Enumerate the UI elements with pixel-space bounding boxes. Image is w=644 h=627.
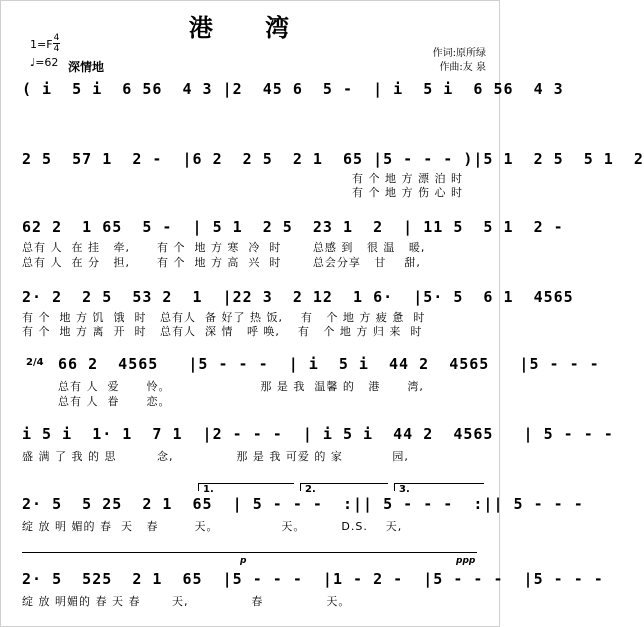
lyricist-credit: 作词:原所绿	[432, 48, 486, 59]
lyric-line-1a: 有 个 地 方 漂 泊 时	[352, 172, 463, 185]
lyric-line-5: 盛 满 了 我 的 思 念, 那 是 我 可爱 的 家 园,	[22, 450, 409, 463]
notation-line-3	[22, 218, 564, 238]
composer-credit: 作曲:友 泉	[439, 62, 486, 73]
notes: 2· 2 2 5 53 2 1 |22 3 2 12 1 6· |5· 5 6 1 4565	[22, 288, 574, 306]
dynamic-p: p	[240, 556, 247, 566]
lyric-line-3b: 有 个 地 方 离 开 时 总有人 深 情 呼 唤, 有 个 地 方 归 来 时	[22, 325, 423, 338]
tempo-mark: ♩=62	[30, 56, 59, 69]
lyric-line-2b: 总有 人 在 分 担, 有 个 地 方 高 兴 时 总会分享 甘 甜,	[22, 256, 421, 269]
meter-top: 4	[53, 33, 60, 43]
dynamic-ppp: ppp	[456, 556, 476, 566]
notes: 2· 5 525 2 1 65 |5 - - - |1 - 2 - |5 - - - |5 - - -	[22, 570, 604, 588]
notation-line-7	[22, 495, 584, 515]
lyric-line-4b: 总有 人 眷 恋。	[58, 395, 171, 408]
lyric-line-2a: 总有 人 在 挂 牵, 有 个 地 方 寒 冷 时 总感 到 很 温 暖,	[22, 241, 426, 254]
expression-mark: 深情地	[68, 60, 105, 74]
lyric-line-1b: 有 个 地 方 伤 心 时	[352, 186, 463, 199]
meter-bottom: 4	[53, 44, 60, 54]
notation-line-8	[22, 570, 604, 590]
lyric-line-3a: 有 个 地 方 饥 饿 时 总有人 备 好了 热 饭, 有 个 地 方 疲 惫 时	[22, 311, 426, 324]
time-signature	[53, 33, 60, 54]
notation-line-2	[22, 150, 644, 170]
lyric-line-7: 绽 放 明媚的 春 天 春 天, 春 天。	[22, 595, 351, 608]
ending-3: 3.	[399, 484, 410, 495]
key-signature: 1=F	[30, 38, 53, 51]
ending-1: 1.	[203, 484, 214, 495]
ending-2: 2.	[305, 484, 316, 495]
notes: ( i 5 i 6 56 4 3 |2 45 6 5 - | i 5 i 6 56 4 3	[22, 80, 564, 98]
notation-line-4	[22, 288, 574, 308]
song-title: 港 湾	[188, 14, 312, 42]
lyric-line-4a: 总有 人 爱 怜。 那 是 我 温馨 的 港 湾,	[58, 380, 424, 393]
notes: 66 2 4565 |5 - - - | i 5 i 44 2 4565 |5 - - -	[58, 355, 600, 373]
notation-line-6	[22, 425, 614, 445]
notation-line-1	[22, 80, 564, 100]
notes: 62 2 1 65 5 - | 5 1 2 5 23 1 2 | 11 5 5 1 2 -	[22, 218, 564, 236]
notes: 2· 5 5 25 2 1 65 | 5 - - - :|| 5 - - - :|| 5 - - -	[22, 495, 584, 513]
time-change-mark: 2/4	[26, 357, 44, 368]
notation-line-5	[58, 355, 600, 375]
notes: i 5 i 1· 1 7 1 |2 - - - | i 5 i 44 2 4565 | 5 - - -	[22, 425, 614, 443]
notes: 2 5 57 1 2 - |6 2 2 5 2 1 65 |5 - - - )|5 1 2 5 5 1 2	[22, 150, 644, 168]
lyric-line-6: 绽 放 明 媚的 春 天 春 天。 天。 D.S. 天,	[22, 520, 403, 533]
